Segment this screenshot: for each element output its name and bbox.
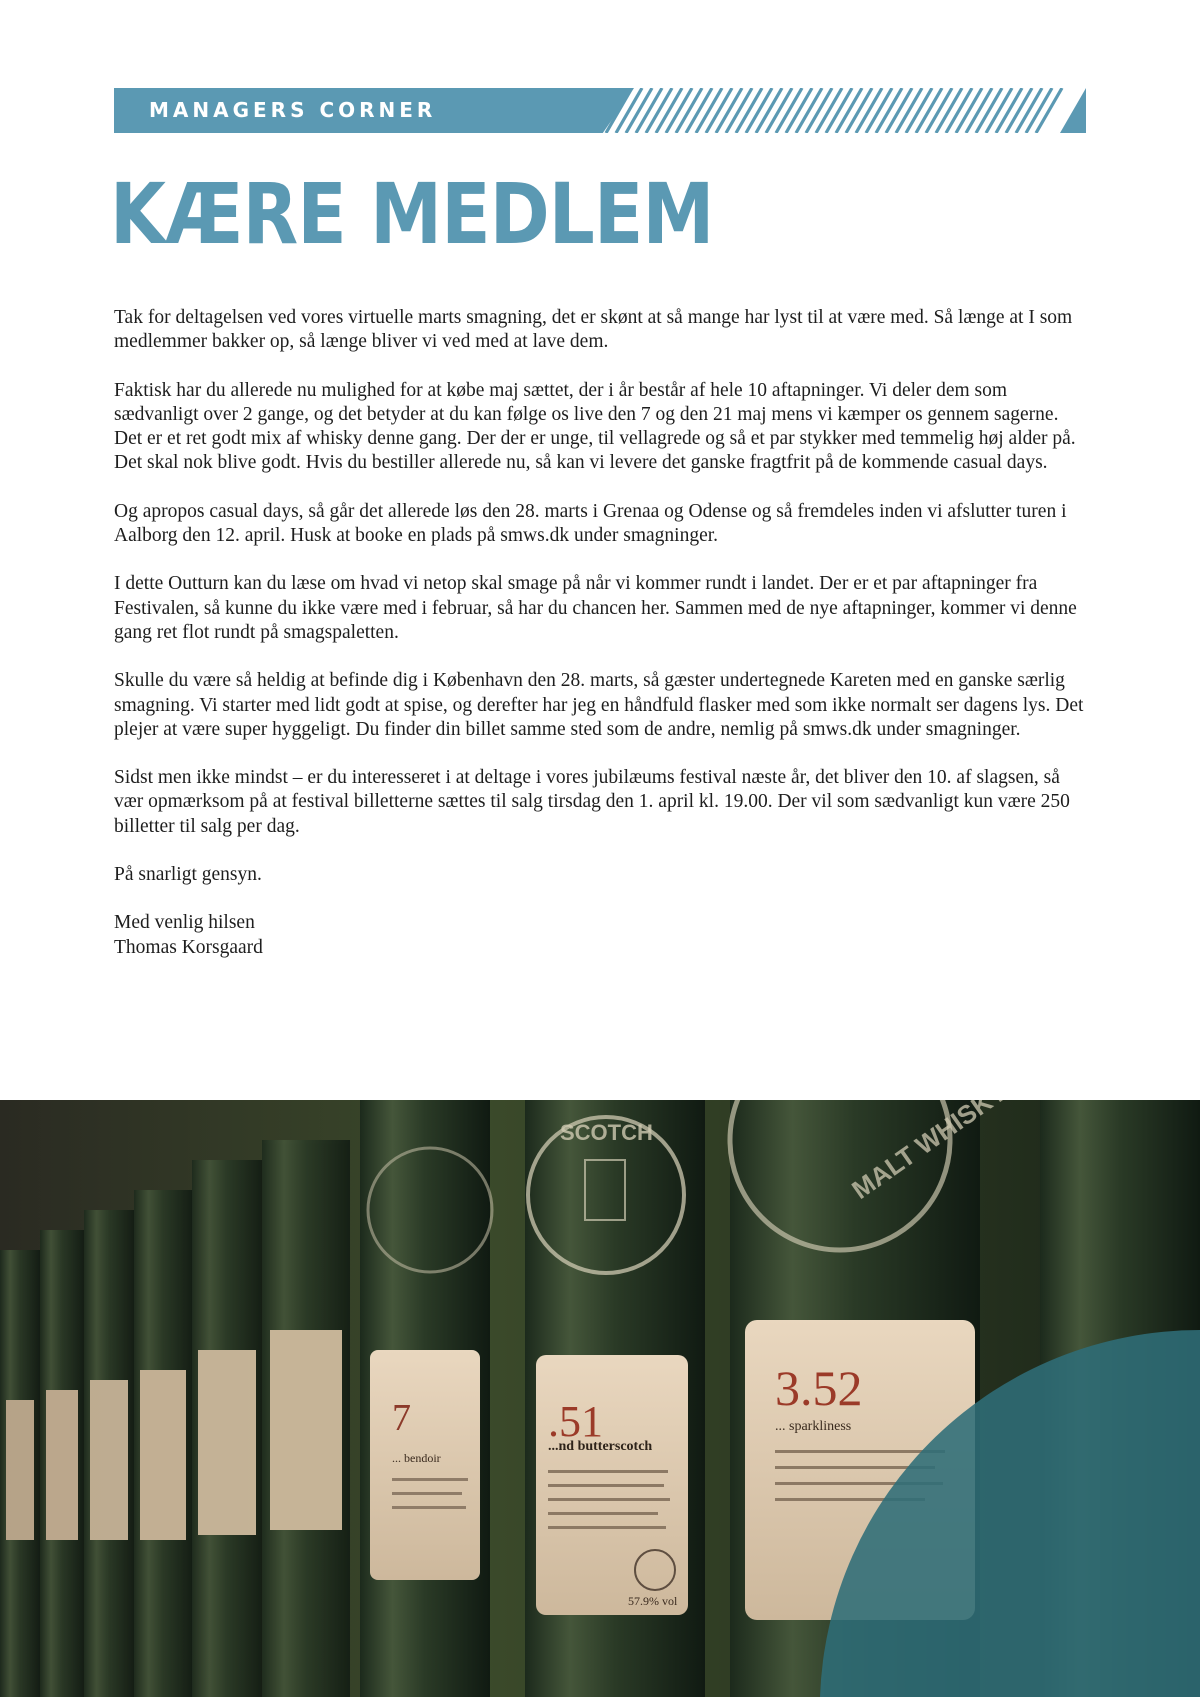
label-code: .51 [548,1397,603,1446]
letter-signature: Thomas Korsgaard [114,936,263,958]
whisky-bottles-photo [0,1100,1200,1697]
label-code: 7 [392,1397,411,1439]
label-code: 3.52 [775,1360,863,1416]
bottle-mid [360,1100,492,1697]
seal-text: MALT WHISKY [846,1100,1012,1205]
bottle-center [525,1100,705,1697]
letter-closing: På snarligt gensyn. [114,864,262,886]
letter-paragraph: I dette Outturn kan du læse om hvad vi netop skal smage på når vi kommer rundt i landet. Der er et par aftapninger fra Festivalen, så kunne du ikke være med i februar, så har du chancen her. Sammen med de nye aftapninger, kommer vi denne gang ret flot rundt på smagspaletten. [114,573,1077,643]
label-abv: 57.9% vol [628,1594,678,1608]
letter-signoff-block [114,911,1088,960]
letter-paragraph: Skulle du være så heldig at befinde dig i København den 28. marts, så gæster undertegnede Kareten med en ganske særlig smagning. Vi starter med lidt godt at spise, og derefter har jeg en håndfuld flasker med som ikke normalt ser dagens lys. Det plejer at være super hyggeligt. Du finder din billet samme sted som de andre, nemlig på smws.dk under smagninger. [114,670,1084,740]
label-name: ... bendoir [392,1451,441,1465]
letter-body [114,306,1088,984]
seal-text: SCOTCH [560,1120,653,1145]
label-name: ...nd butterscotch [548,1439,653,1454]
letter-paragraph: Tak for deltagelsen ved vores virtuelle marts smagning, det er skønt at så mange har lyst til at være med. Så længe at I som medlemmer bakker op, så længe bliver vi ved med at lave dem. [114,307,1073,353]
section-label: MANAGERS CORNER [149,98,437,122]
label-name: ... sparkliness [775,1419,852,1434]
letter-signoff: Med venlig hilsen [114,912,255,934]
letter-paragraph: Og apropos casual days, så går det allerede løs den 28. marts i Grenaa og Odense og så fremdeles inden vi afslutter turen i Aalborg den 12. april. Husk at booke en plads på smws.dk under smagninger. [114,500,1067,547]
page-title: KÆRE MEDLEM [110,165,714,263]
letter-paragraph: Faktisk har du allerede nu mulighed for at købe maj sættet, der i år består af hele 10 aftapninger. Vi deler dem som sædvanligt over 2 gange, og det betyder at du kan følge os live den 7 og den 21 maj mens vi kæmper os gennem sagerne. Det er et ret godt mix af whisky denne gang. Der der er unge, til vellagrede og så et par stykker med temmelig høj alder på. Det skal nok blive godt. Hvis du bestiller allerede nu, så kan vi levere det ganske fragtfrit på de kommende casual days. [114,379,1076,474]
diagonal-stripes-decoration [600,88,1086,133]
letter-paragraph: Sidst men ikke mindst – er du interesseret i at deltage i vores jubilæums festival næste år, det bliver den 10. af slagsen, så vær opmærksom på at festival billetterne sættes til salg tirsdag den 1. april kl. 19.00. Der vil som sædvanligt kun være 250 billetter til salg per dag. [114,767,1070,837]
bottles-illustration [0,1100,1200,1697]
section-header-bar [114,88,1086,133]
